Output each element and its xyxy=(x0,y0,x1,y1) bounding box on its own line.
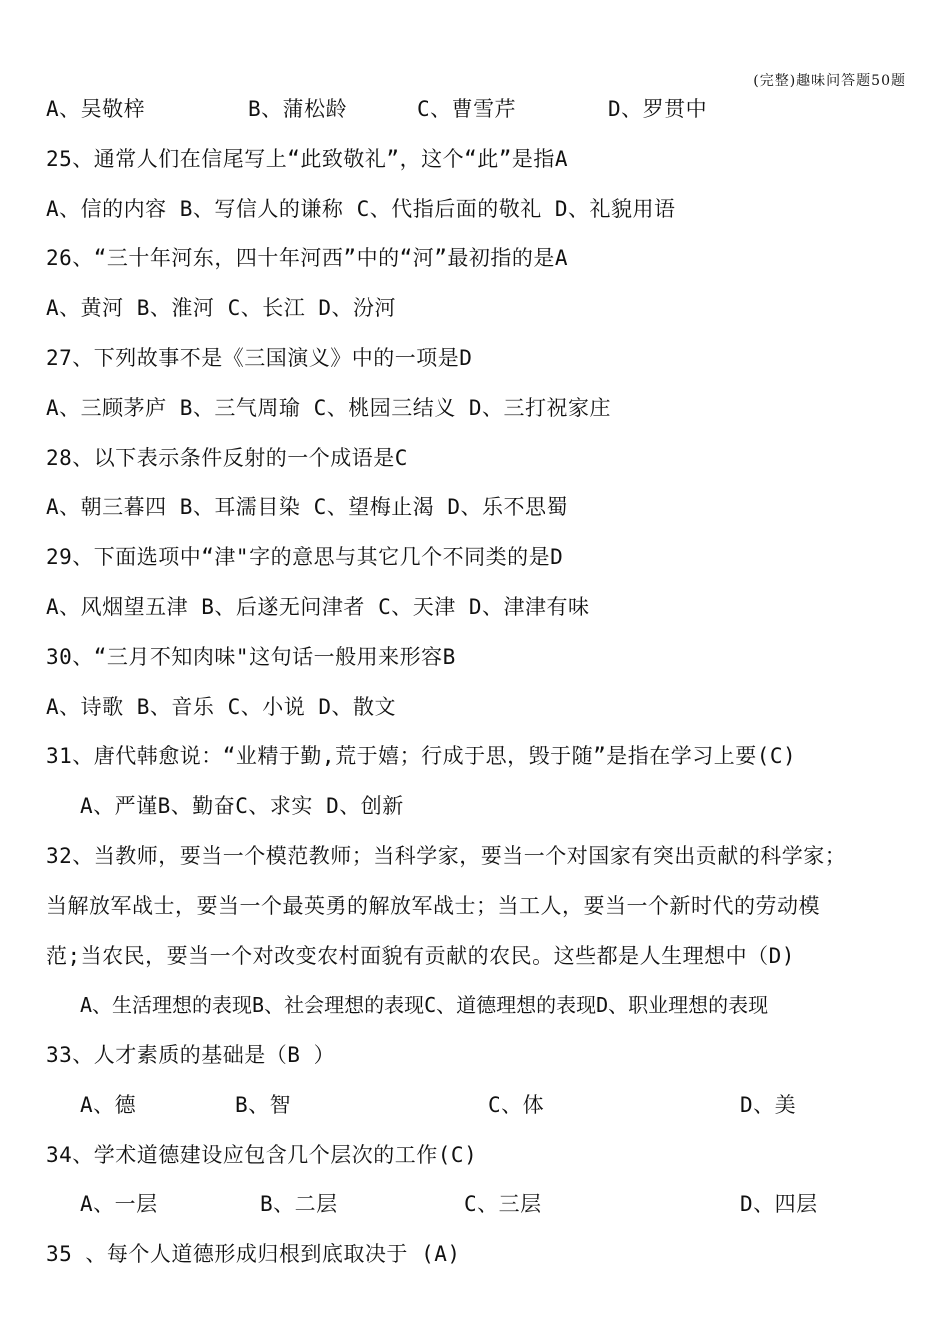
question-28: 28、以下表示条件反射的一个成语是C xyxy=(46,446,408,470)
options-30: A、诗歌 B、音乐 C、小说 D、散文 xyxy=(46,695,397,719)
option-a: A、一层 xyxy=(80,1192,158,1216)
options-29: A、风烟望五津 B、后遂无问津者 C、天津 D、津津有味 xyxy=(46,595,590,619)
options-27: A、三顾茅庐 B、三气周瑜 C、桃园三结义 D、三打祝家庄 xyxy=(46,396,611,420)
question-32-line3: 范;当农民，要当一个对改变农村面貌有贡献的农民。这些都是人生理想中（D) xyxy=(46,944,795,968)
question-33: 33、人才素质的基础是（B ） xyxy=(46,1043,336,1067)
options-31: A、严谨B、勤奋C、求实 D、创新 xyxy=(80,794,404,818)
options-26: A、黄河 B、淮河 C、长江 D、汾河 xyxy=(46,296,397,320)
question-26: 26、“三十年河东，四十年河西”中的“河”最初指的是A xyxy=(46,246,568,270)
question-27: 27、下列故事不是《三国演义》中的一项是D xyxy=(46,346,473,370)
question-30: 30、“三月不知肉味"这句话一般用来形容B xyxy=(46,645,456,669)
options-28: A、朝三暮四 B、耳濡目染 C、望梅止渴 D、乐不思蜀 xyxy=(46,495,568,519)
option-c: C、体 xyxy=(488,1093,545,1117)
question-32-line2: 当解放军战士，要当一个最英勇的解放军战士；当工人，要当一个新时代的劳动模 xyxy=(46,894,820,918)
options-32: A、生活理想的表现B、社会理想的表现C、道德理想的表现D、职业理想的表现 xyxy=(80,993,769,1017)
question-31: 31、唐代韩愈说：“业精于勤,荒于嬉；行成于思，毁于随”是指在学习上要(C) xyxy=(46,744,797,768)
option-b: B、智 xyxy=(235,1093,292,1117)
question-29: 29、下面选项中“津"字的意思与其它几个不同类的是D xyxy=(46,545,564,569)
options-25: A、信的内容 B、写信人的谦称 C、代指后面的敬礼 D、礼貌用语 xyxy=(46,197,676,221)
option-d: D、四层 xyxy=(740,1192,818,1216)
option-c: C、三层 xyxy=(464,1192,542,1216)
option-b: B、蒲松龄 xyxy=(248,97,348,121)
option-b: B、二层 xyxy=(260,1192,338,1216)
question-35: 35 、每个人道德形成归根到底取决于 (A) xyxy=(46,1242,461,1266)
option-a: A、德 xyxy=(80,1093,137,1117)
option-c: C、曹雪芹 xyxy=(417,97,517,121)
question-32-line1: 32、当教师，要当一个模范教师；当科学家，要当一个对国家有突出贡献的科学家； xyxy=(46,844,847,868)
question-34: 34、学术道德建设应包含几个层次的工作(C) xyxy=(46,1143,478,1167)
option-a: A、吴敬梓 xyxy=(46,97,146,121)
option-d: D、美 xyxy=(740,1093,797,1117)
page-header: (完整)趣味问答题50题 xyxy=(753,73,906,89)
question-25: 25、通常人们在信尾写上“此致敬礼”，这个“此”是指A xyxy=(46,147,568,171)
option-d: D、罗贯中 xyxy=(608,97,708,121)
